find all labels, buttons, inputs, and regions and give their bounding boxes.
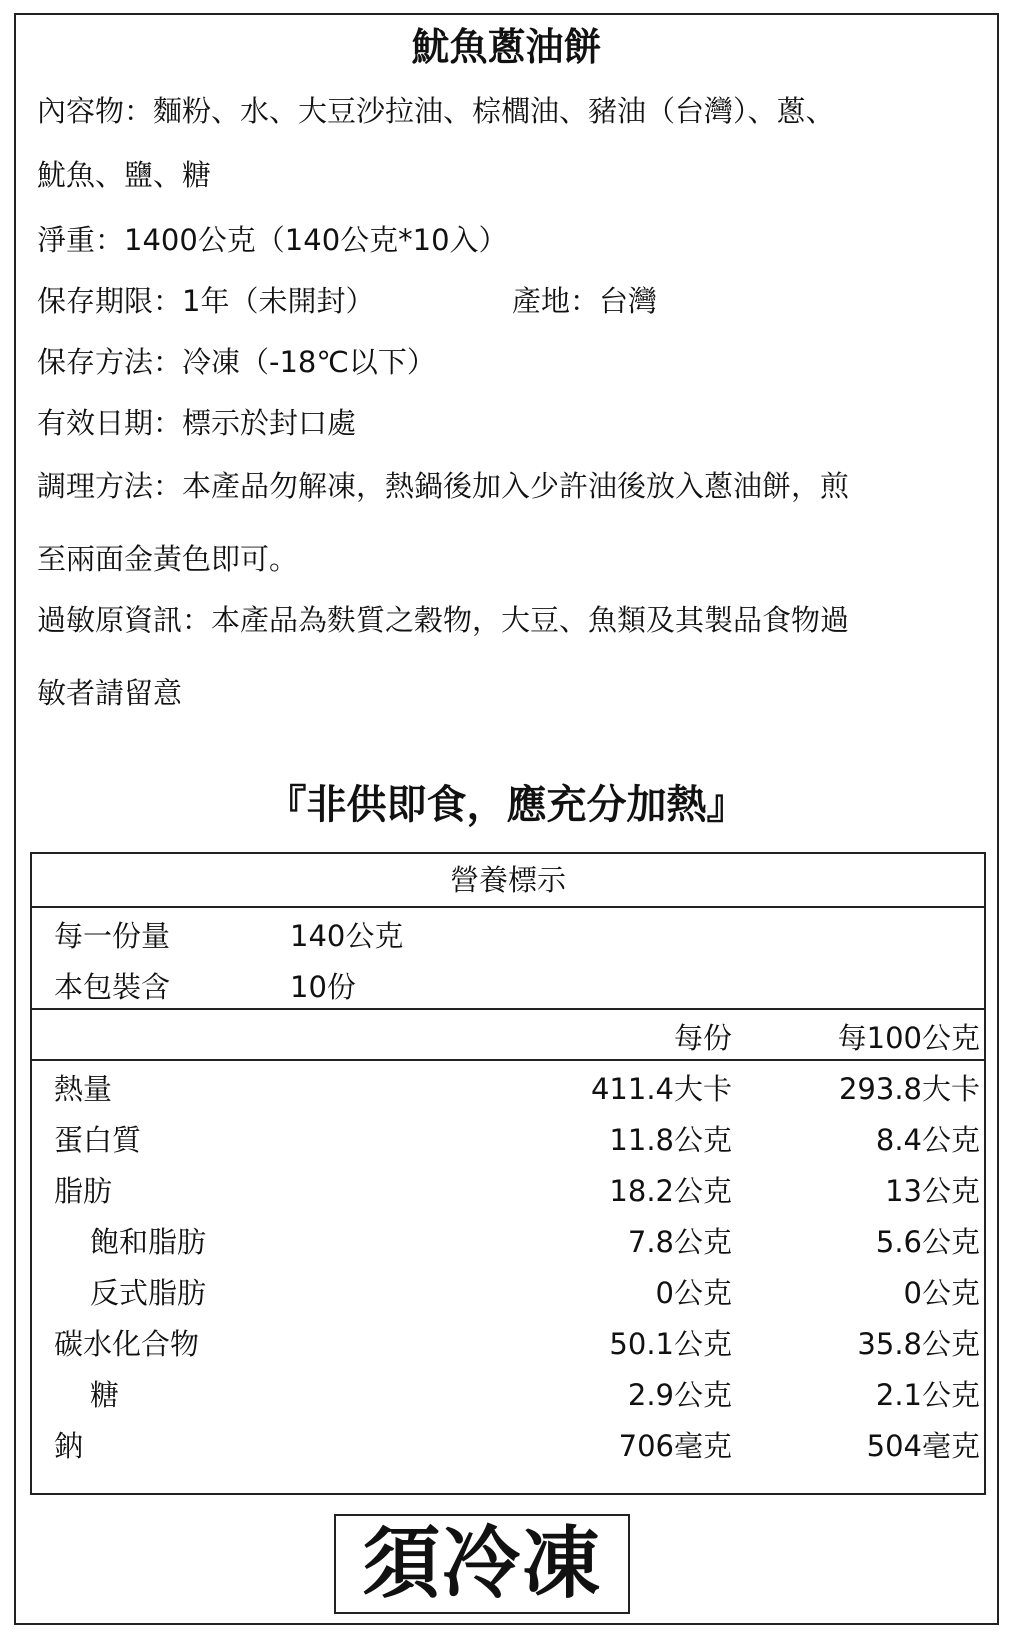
ingredients-line-1: 內容物：麵粉、水、大豆沙拉油、棕櫚油、豬油（台灣）、蔥、	[37, 94, 835, 128]
cooking-line-1: 調理方法：本產品勿解凍，熱鍋後加入少許油後放入蔥油餅，煎	[37, 469, 850, 503]
nutrient-name: 熱量	[54, 1072, 113, 1106]
nutrient-per-100g: 35.8公克	[857, 1327, 980, 1361]
nutrient-per-serving: 11.8公克	[609, 1123, 732, 1157]
divider	[32, 1059, 984, 1061]
origin: 產地：台灣	[512, 284, 658, 318]
net-weight: 淨重：1400公克（140公克*10入）	[37, 223, 508, 257]
nutrient-per-serving: 2.9公克	[627, 1378, 732, 1412]
serving-size-label: 每一份量	[54, 919, 171, 953]
nutrient-per-serving: 18.2公克	[609, 1174, 732, 1208]
divider	[32, 906, 984, 908]
nutrient-per-100g: 504毫克	[866, 1429, 980, 1463]
allergen-line-2: 敏者請留意	[37, 676, 183, 710]
nutrient-per-serving: 411.4大卡	[590, 1072, 732, 1106]
nutrient-name: 鈉	[54, 1429, 84, 1463]
nutrient-per-100g: 293.8大卡	[838, 1072, 980, 1106]
nutrition-title: 營養標示	[449, 863, 566, 897]
nutrient-name: 糖	[90, 1378, 120, 1412]
nutrient-name: 脂肪	[54, 1174, 113, 1208]
product-title: 魷魚蔥油餅	[411, 25, 602, 69]
nutrient-name: 蛋白質	[54, 1123, 142, 1157]
nutrient-name: 飽和脂肪	[90, 1225, 207, 1259]
heating-warning: 『非供即食，應充分加熱』	[266, 782, 747, 828]
storage-method: 保存方法：冷凍（-18℃以下）	[37, 345, 436, 379]
ingredients-line-2: 魷魚、鹽、糖	[37, 158, 212, 192]
keep-frozen-stamp: 須冷凍	[334, 1514, 630, 1614]
serving-size-value: 140公克	[290, 919, 404, 953]
nutrient-per-100g: 2.1公克	[875, 1378, 980, 1412]
servings-value: 10份	[290, 970, 356, 1004]
nutrient-per-100g: 5.6公克	[875, 1225, 980, 1259]
nutrient-name: 碳水化合物	[54, 1327, 200, 1361]
cooking-line-2: 至兩面金黃色即可。	[37, 542, 299, 576]
nutrient-per-100g: 0公克	[903, 1276, 980, 1310]
servings-label: 本包裝含	[54, 970, 171, 1004]
shelf-life: 保存期限：1年（未開封）	[37, 284, 375, 318]
nutrient-name: 反式脂肪	[90, 1276, 207, 1310]
col-header-per-serving: 每份	[673, 1021, 732, 1055]
divider	[32, 1008, 984, 1010]
nutrient-per-100g: 13公克	[885, 1174, 980, 1208]
nutrient-per-serving: 50.1公克	[609, 1327, 732, 1361]
nutrient-per-100g: 8.4公克	[875, 1123, 980, 1157]
nutrient-per-serving: 0公克	[655, 1276, 732, 1310]
expiry-date: 有效日期：標示於封口處	[37, 406, 357, 440]
allergen-line-1: 過敏原資訊：本產品為麩質之穀物，大豆、魚類及其製品食物過	[37, 603, 850, 637]
nutrition-table	[30, 852, 986, 1495]
col-header-per-100g: 每100公克	[837, 1021, 980, 1055]
nutrient-per-serving: 7.8公克	[627, 1225, 732, 1259]
nutrient-per-serving: 706毫克	[618, 1429, 732, 1463]
